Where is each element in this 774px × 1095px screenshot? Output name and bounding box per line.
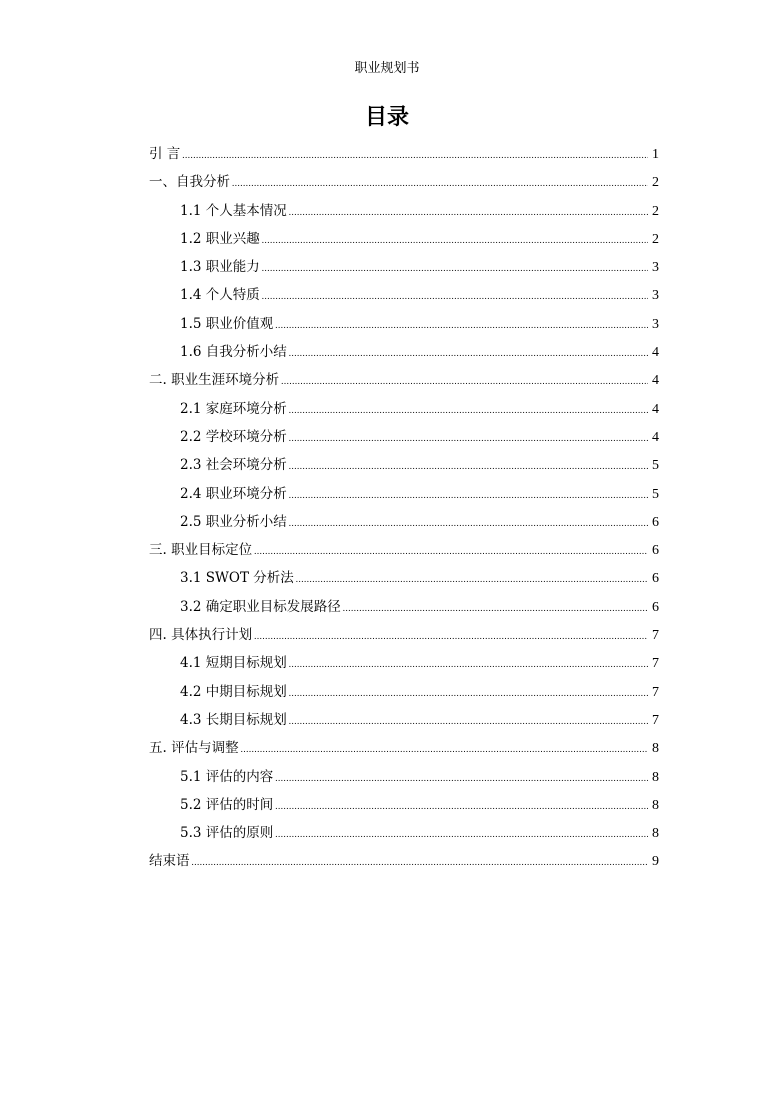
toc-entry-page-number: 2	[652, 231, 659, 247]
toc-entry[interactable]	[149, 423, 659, 451]
table-of-contents	[149, 140, 659, 876]
toc-entry-label: 1.4 个人特质	[180, 287, 260, 304]
toc-entry-page-number: 4	[652, 345, 659, 361]
dot-leader	[262, 254, 648, 282]
toc-entry[interactable]	[149, 734, 659, 762]
toc-entry[interactable]	[149, 451, 659, 479]
toc-entry-page-number: 5	[652, 486, 659, 502]
toc-entry[interactable]	[149, 593, 659, 621]
toc-entry[interactable]	[149, 819, 659, 847]
toc-entry-page-number: 6	[652, 543, 659, 559]
toc-entry[interactable]	[149, 338, 659, 366]
dot-leader	[254, 537, 648, 565]
toc-entry-page-number: 1	[652, 147, 659, 162]
dot-leader	[289, 650, 648, 678]
dot-leader	[289, 424, 648, 452]
toc-entry[interactable]	[149, 281, 659, 309]
toc-entry-label: 1.1 个人基本情况	[180, 202, 287, 219]
dot-leader	[289, 396, 648, 424]
page-header: 职业规划书	[354, 61, 420, 76]
toc-entry-label: 5.3 评估的原则	[180, 825, 274, 842]
toc-entry-page-number: 6	[652, 571, 659, 587]
toc-entry-label: 5.2 评估的时间	[180, 796, 274, 813]
dot-leader	[281, 367, 648, 395]
toc-entry-page-number: 4	[652, 401, 659, 417]
dot-leader	[289, 452, 648, 480]
dot-leader	[275, 764, 648, 792]
dot-leader	[241, 735, 648, 763]
toc-entry-page-number: 8	[652, 769, 659, 785]
dot-leader	[275, 311, 648, 339]
toc-entry-page-number: 3	[652, 288, 659, 304]
toc-entry-label: 1.2 职业兴趣	[180, 230, 260, 247]
toc-entry-page-number: 4	[652, 429, 659, 445]
toc-entry[interactable]	[149, 168, 659, 196]
toc-entry-label: 二. 职业生涯环境分析	[149, 372, 280, 389]
toc-entry-label: 2.5 职业分析小结	[180, 513, 287, 530]
dot-leader	[289, 339, 648, 367]
toc-entry-label: 结束语	[149, 853, 190, 870]
toc-entry[interactable]	[149, 621, 659, 649]
toc-entry-label: 五. 评估与调整	[149, 740, 239, 757]
dot-leader	[343, 594, 648, 622]
toc-entry-page-number: 7	[652, 656, 659, 672]
toc-entry-label: 2.3 社会环境分析	[180, 457, 287, 474]
toc-entry-page-number: 8	[652, 826, 659, 842]
toc-entry-label: 引 言	[149, 146, 181, 162]
toc-entry[interactable]	[149, 395, 659, 423]
dot-leader	[182, 141, 648, 169]
dot-leader	[289, 509, 648, 537]
toc-entry-label: 1.6 自我分析小结	[180, 344, 287, 361]
toc-entry-label: 5.1 评估的内容	[180, 768, 274, 785]
dot-leader	[289, 198, 648, 226]
dot-leader	[232, 169, 648, 197]
dot-leader	[275, 820, 648, 848]
toc-entry[interactable]	[149, 366, 659, 394]
dot-leader	[289, 707, 648, 735]
toc-entry-page-number: 2	[652, 175, 659, 191]
toc-entry[interactable]	[149, 564, 659, 592]
toc-entry-label: 一、自我分析	[149, 174, 230, 191]
toc-entry-page-number: 7	[652, 712, 659, 728]
toc-entry[interactable]	[149, 649, 659, 677]
toc-entry-label: 1.3 职业能力	[180, 259, 260, 276]
toc-entry-label: 2.4 职业环境分析	[180, 485, 287, 502]
dot-leader	[262, 282, 648, 310]
dot-leader	[289, 481, 648, 509]
toc-entry-label: 3.2 确定职业目标发展路径	[180, 598, 341, 615]
toc-entry-label: 4.3 长期目标规划	[180, 711, 287, 728]
toc-entry-label: 3.1 SWOT 分析法	[180, 570, 294, 587]
toc-entry-label: 四. 具体执行计划	[149, 627, 253, 644]
toc-entry[interactable]	[149, 480, 659, 508]
toc-entry[interactable]	[149, 310, 659, 338]
toc-entry[interactable]	[149, 791, 659, 819]
dot-leader	[275, 792, 648, 820]
dot-leader	[289, 679, 648, 707]
toc-entry[interactable]	[149, 763, 659, 791]
toc-entry[interactable]	[149, 847, 659, 875]
toc-entry-label: 4.2 中期目标规划	[180, 683, 287, 700]
toc-entry-label: 2.1 家庭环境分析	[180, 400, 287, 417]
toc-entry-page-number: 8	[652, 741, 659, 757]
toc-title: 目录	[364, 105, 409, 130]
dot-leader	[192, 848, 649, 876]
toc-entry-page-number: 9	[652, 854, 659, 870]
toc-entry[interactable]	[149, 253, 659, 281]
toc-entry-label: 三. 职业目标定位	[149, 542, 253, 559]
toc-entry[interactable]	[149, 536, 659, 564]
toc-entry[interactable]	[149, 508, 659, 536]
dot-leader	[296, 565, 648, 593]
toc-entry-page-number: 7	[652, 628, 659, 644]
toc-entry-page-number: 2	[652, 203, 659, 219]
toc-entry[interactable]	[149, 678, 659, 706]
dot-leader	[262, 226, 648, 254]
dot-leader	[254, 622, 648, 650]
toc-entry-page-number: 6	[652, 599, 659, 615]
toc-entry[interactable]	[149, 225, 659, 253]
toc-entry-page-number: 3	[652, 316, 659, 332]
toc-entry-page-number: 5	[652, 458, 659, 474]
toc-entry[interactable]	[149, 706, 659, 734]
toc-entry-label: 4.1 短期目标规划	[180, 655, 287, 672]
toc-entry[interactable]	[149, 140, 659, 168]
toc-entry-page-number: 6	[652, 514, 659, 530]
toc-entry-page-number: 8	[652, 797, 659, 813]
toc-entry-page-number: 7	[652, 684, 659, 700]
toc-entry-label: 1.5 职业价值观	[180, 315, 274, 332]
toc-entry[interactable]	[149, 197, 659, 225]
toc-entry-page-number: 4	[652, 373, 659, 389]
toc-entry-label: 2.2 学校环境分析	[180, 428, 287, 445]
toc-entry-page-number: 3	[652, 260, 659, 276]
